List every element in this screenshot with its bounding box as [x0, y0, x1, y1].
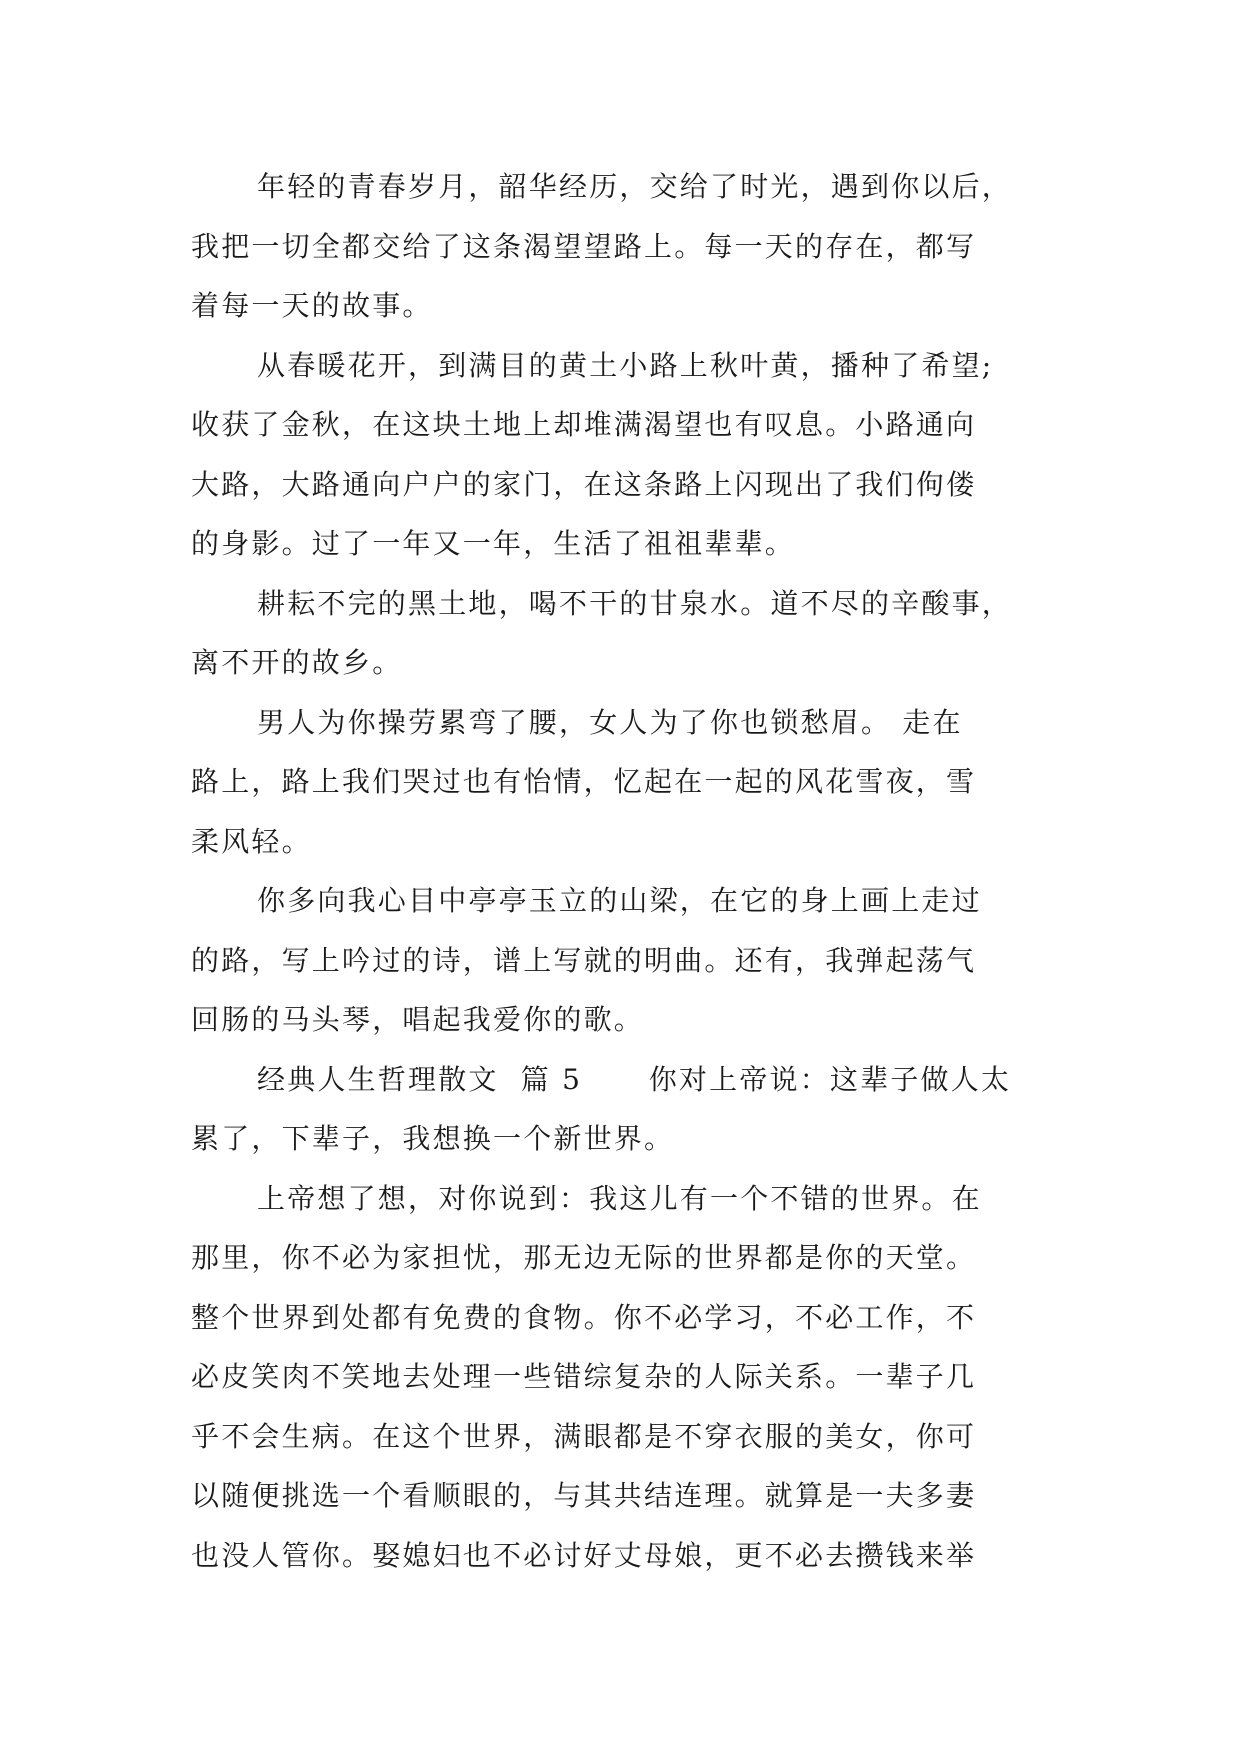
- paragraph: [191, 157, 1051, 336]
- text-line: 乎不会生病。在这个世界，满眼都是不穿衣服的美女，你可: [191, 1419, 977, 1453]
- text-line: 我把一切全都交给了这条渴望望路上。每一天的存在，都写: [191, 229, 977, 263]
- text-line: 大路，大路通向户户的家门，在这条路上闪现出了我们佝偻: [191, 467, 977, 501]
- text-line: 上帝想了想，对你说到：我这儿有一个不错的世界。在: [257, 1181, 982, 1215]
- text-line: 耕耘不完的黑土地，喝不干的甘泉水。道不尽的辛酸事，: [257, 586, 1013, 620]
- text-line: 那里，你不必为家担忧，那无边无际的世界都是你的天堂。: [191, 1241, 977, 1274]
- text-line: 从春暖花开，到满目的黄土小路上秋叶黄，播种了希望;: [257, 348, 994, 382]
- text-line: 回肠的马头琴，唱起我爱你的歌。: [191, 1003, 645, 1036]
- text-line: 经典人生哲理散文 篇 5 你对上帝说：这辈子做人太: [257, 1062, 1012, 1096]
- paragraph: [191, 1050, 1051, 1169]
- text-line: 你多向我心目中亭亭玉立的山梁，在它的身上画上走过: [257, 884, 982, 917]
- text-line: 路上，路上我们哭过也有怡情，忆起在一起的风花雪夜，雪: [191, 765, 977, 798]
- paragraph: [191, 1169, 1051, 1586]
- text-line: 的路，写上吟过的诗，谱上写就的明曲。还有，我弹起荡气: [191, 943, 977, 977]
- text-line: 必皮笑肉不笑地去处理一些错综复杂的人际关系。一辈子几: [191, 1360, 977, 1393]
- paragraph: [191, 693, 1051, 872]
- text-line: 男人为你操劳累弯了腰，女人为了你也锁愁眉。 走在: [257, 705, 963, 739]
- text-line: 也没人管你。娶媳妇也不必讨好丈母娘，更不必去攒钱来举: [191, 1538, 977, 1572]
- text-line: 收获了金秋，在这块土地上却堆满渴望也有叹息。小路通向: [191, 408, 977, 441]
- document-body: [191, 157, 1051, 1585]
- text-line: 柔风轻。: [191, 824, 312, 858]
- text-line: 整个世界到处都有免费的食物。你不必学习，不必工作，不: [191, 1300, 977, 1334]
- text-line: 的身影。过了一年又一年，生活了祖祖辈辈。: [191, 527, 796, 560]
- text-line: 以随便挑选一个看顺眼的，与其共结连理。就算是一夫多妻: [191, 1479, 977, 1512]
- text-line: 着每一天的故事。: [191, 289, 433, 322]
- paragraph: [191, 871, 1051, 1050]
- paragraph: [191, 336, 1051, 574]
- text-line: 累了，下辈子，我想换一个新世界。: [191, 1122, 675, 1155]
- paragraph: [191, 574, 1051, 693]
- text-line: 年轻的青春岁月，韶华经历，交给了时光，遇到你以后，: [257, 170, 1013, 203]
- text-line: 离不开的故乡。: [191, 646, 403, 679]
